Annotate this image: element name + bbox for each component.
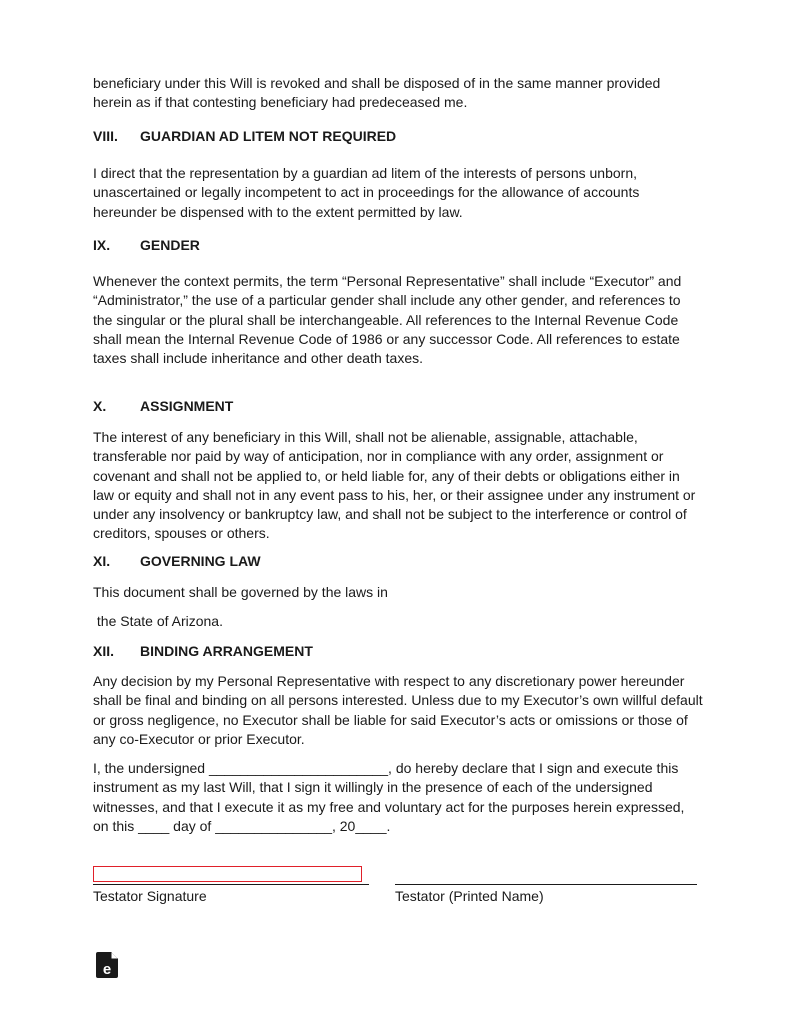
testator-signature-line: [93, 884, 369, 885]
section-heading-x: [93, 397, 703, 416]
paragraph-governing-state: [93, 612, 703, 631]
testator-signature-label: Testator Signature: [93, 888, 207, 904]
paragraph-text: This document shall be governed by the laws in: [93, 584, 388, 600]
testator-printed-name-line[interactable]: [395, 884, 697, 885]
paragraph-intro-continued: [93, 74, 703, 113]
testator-printed-name-label: Testator (Printed Name): [395, 888, 544, 904]
section-number: XI.: [93, 553, 111, 569]
paragraph-declaration: [93, 759, 703, 836]
paragraph-gender: [93, 272, 703, 368]
paragraph-guardian: [93, 164, 703, 222]
section-number: X.: [93, 398, 107, 414]
section-heading-xii: [93, 642, 703, 661]
section-title: GENDER: [140, 237, 200, 253]
section-heading-ix: [93, 236, 703, 255]
testator-signature-field[interactable]: [93, 866, 362, 882]
paragraph-governing-law: [93, 583, 703, 602]
logo-letter: e: [102, 961, 112, 978]
section-title: ASSIGNMENT: [140, 398, 234, 414]
section-number: IX.: [93, 237, 111, 253]
e-document-logo-icon: [96, 952, 118, 978]
section-title: GOVERNING LAW: [140, 553, 261, 569]
paragraph-text: the State of Arizona.: [93, 613, 223, 629]
section-number: XII.: [93, 643, 115, 659]
paragraph-text: beneficiary under this Will is revoked and shall be disposed of in the same manner provided herein as if that contesting beneficiary had predeceased me.: [93, 75, 661, 111]
paragraph-text: I direct that the representation by a guardian ad litem of the interests of persons unborn, unascertained or legally incompetent to act in proceedings for the allowance of accounts hereunder be dispensed with to the extent permitted by law.: [93, 165, 640, 220]
paragraph-text: The interest of any beneficiary in this Will, shall not be alienable, assignable, attachable, transferable nor paid by way of anticipation, nor in compliance with any order, assignment or covenant and shall not be applied to, or held liable for, any of their debts or obligations either in law or equity and shall not in any event pass to his, her, or their assignee under any instrument or under any insolvency or bankruptcy law, and shall not be subject to the interference or control of creditors, spouses or others.: [93, 429, 696, 542]
paragraph-assignment: [93, 428, 703, 544]
section-heading-viii: [93, 127, 703, 146]
section-title: BINDING ARRANGEMENT: [140, 643, 313, 659]
paragraph-text: I, the undersigned _______________________, do hereby declare that I sign and execute this instrument as my last Will, that I sign it willingly in the presence of each of the undersigned witnesses, and that I execute it as my free and voluntary act for the purposes herein expressed, on this ____ day of _______________, 20____.: [93, 760, 685, 834]
paragraph-text: Whenever the context permits, the term “Personal Representative” shall include “Executor” and “Administrator,” the use of a particular gender shall include any other gender, and references to the singular or the plural shall be interchangeable. All references to the Internal Revenue Code shall mean the Internal Revenue Code of 1986 or any successor Code. All references to estate taxes shall include inheritance and other death taxes.: [93, 273, 682, 367]
paragraph-binding: [93, 672, 703, 749]
section-title: GUARDIAN AD LITEM NOT REQUIRED: [140, 128, 397, 144]
paragraph-text: Any decision by my Personal Representative with respect to any discretionary power hereunder shall be final and binding on all persons interested. Unless due to my Executor’s own willful default or gross negligence, no Executor shall be liable for said Executor’s acts or omissions or those of any co-Executor or prior Executor.: [93, 673, 703, 747]
section-heading-xi: [93, 552, 703, 571]
section-number: VIII.: [93, 128, 118, 144]
